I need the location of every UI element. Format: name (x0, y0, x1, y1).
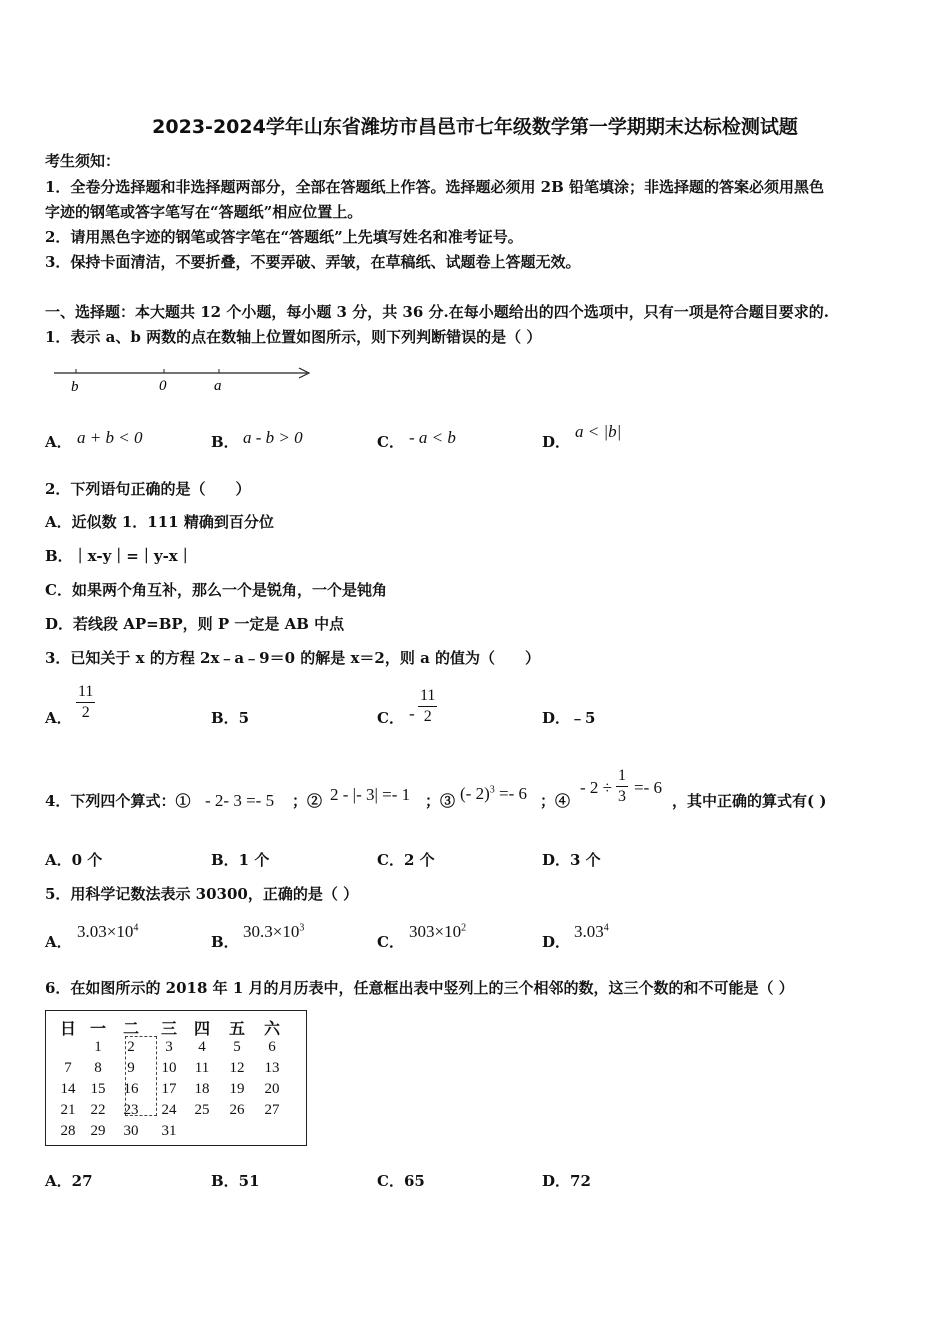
q6-option-a: A．27 (45, 1172, 93, 1190)
q3-a-numerator: 11 (76, 682, 95, 703)
calendar-header: 六 (263, 1019, 280, 1038)
calendar-header: 日 (59, 1019, 76, 1038)
calendar-day: 22 (90, 1102, 106, 1118)
q4-sep-3: ；③ (425, 792, 456, 810)
q5-a-exp: 4 (133, 922, 139, 934)
q4-sep-4: ；④ (540, 792, 571, 810)
q6-option-c: C．65 (377, 1172, 425, 1190)
q4-expr-3-exp: 3 (489, 784, 495, 796)
q4-expr-3 (460, 784, 527, 804)
calendar-day: 15 (90, 1081, 106, 1097)
q3-a-denominator: 2 (81, 704, 90, 721)
q5-option-a (77, 922, 138, 942)
calendar-day: 30 (123, 1123, 139, 1139)
q4-option-a: A．0 个 (45, 851, 103, 869)
q1-option-c-label: C． (377, 433, 404, 451)
q2-option-c: C．如果两个角互补，那么一个是锐角，一个是钝角 (45, 581, 387, 599)
label-a: a (214, 378, 222, 394)
calendar-day: 21 (60, 1102, 76, 1118)
q1-option-a-label: A． (45, 433, 72, 451)
calendar-day: 17 (161, 1081, 177, 1097)
q5-d-exp: 4 (603, 922, 609, 934)
q1-option-a: a + b < 0 (77, 428, 143, 447)
q3-option-a-fraction (76, 682, 95, 723)
q5-b-base: 30.3×10 (243, 922, 300, 941)
q4-sep-2: ；② (292, 792, 323, 810)
q1-option-b-label: B． (211, 433, 239, 451)
calendar-header: 三 (160, 1019, 177, 1038)
calendar-day: 25 (194, 1102, 210, 1118)
q1-option-b: a - b > 0 (243, 428, 303, 447)
q4-option-b: B．1 个 (211, 851, 270, 869)
q4-stem-start: 4．下列四个算式：① (45, 792, 191, 810)
q5-option-b-label: B． (211, 933, 239, 951)
q5-c-base: 303×10 (409, 922, 462, 941)
q3-option-a-label: A． (45, 709, 72, 727)
q4-option-d: D．3 个 (542, 851, 601, 869)
notice-line-3: 3．保持卡面清洁，不要折叠，不要弄破、弄皱，在草稿纸、试题卷上答题无效。 (45, 253, 581, 271)
q3-c-denominator: 2 (423, 708, 432, 725)
calendar-day: 10 (161, 1060, 177, 1076)
calendar-day: 13 (264, 1060, 280, 1076)
q1-option-c: - a < b (409, 428, 456, 447)
calendar-header: 五 (228, 1019, 245, 1038)
q5-option-c (409, 922, 466, 942)
q4-expr-4-post: =- 6 (634, 778, 662, 797)
q4-expr-3-rest: =- 6 (494, 784, 527, 803)
q4-expr-1: - 2- 3 =- 5 (205, 791, 275, 810)
calendar-day: 19 (229, 1081, 245, 1097)
calendar-day: 23 (123, 1102, 139, 1118)
calendar-day: 29 (90, 1123, 106, 1139)
q1-option-d-label: D． (542, 433, 571, 451)
notice-heading: 考生须知： (45, 152, 121, 170)
q5-option-d (574, 922, 609, 942)
notice-line-1b: 字迹的钢笔或答字笔写在“答题纸”相应位置上。 (45, 203, 363, 221)
calendar-day: 14 (60, 1081, 76, 1097)
q5-b-exp: 3 (299, 922, 305, 934)
q4-expr-4-fraction (616, 766, 628, 807)
calendar-day: 2 (127, 1039, 135, 1055)
calendar-table (45, 1010, 307, 1146)
q3-option-b: B．5 (211, 709, 250, 727)
calendar-day: 9 (127, 1060, 135, 1076)
q4-expr-4-denominator: 3 (618, 788, 626, 805)
q5-stem: 5．用科学记数法表示 30300，正确的是（ ） (45, 885, 359, 903)
q5-option-b (243, 922, 304, 942)
q2-option-b: B．｜x-y｜=｜y-x｜ (45, 547, 193, 565)
page-title: 2023-2024学年山东省潍坊市昌邑市七年级数学第一学期期末达标检测试题 (152, 116, 798, 138)
calendar-header: 四 (193, 1019, 210, 1038)
q1-option-d: a < |b| (575, 422, 622, 441)
calendar-day: 24 (161, 1102, 177, 1118)
calendar-day: 3 (165, 1039, 173, 1055)
q2-option-a: A．近似数 1．111 精确到百分位 (45, 513, 274, 531)
number-line-figure (52, 360, 317, 396)
calendar-day: 18 (194, 1081, 210, 1097)
q5-c-exp: 2 (461, 922, 467, 934)
q4-stem-end: ，其中正确的算式有( ) (672, 792, 827, 810)
calendar-day: 1 (94, 1039, 102, 1055)
q4-expr-2: 2 - |- 3| =- 1 (330, 785, 411, 804)
q3-stem: 3．已知关于 x 的方程 2x﹣a﹣9＝0 的解是 x＝2，则 a 的值为（ ） (45, 649, 541, 667)
q2-stem: 2．下列语句正确的是（ ） (45, 480, 251, 498)
calendar-header: 二 (122, 1019, 139, 1038)
calendar-day: 5 (233, 1039, 241, 1055)
q5-option-a-label: A． (45, 933, 72, 951)
q4-expr-4-numerator: 1 (616, 766, 628, 787)
calendar-day: 4 (198, 1039, 206, 1055)
calendar-day: 12 (229, 1060, 245, 1076)
calendar-day: 28 (60, 1123, 76, 1139)
q3-option-c-fraction (418, 686, 437, 727)
label-b: b (71, 379, 79, 395)
calendar-day: 6 (268, 1039, 276, 1055)
calendar-day: 26 (229, 1102, 245, 1118)
q2-option-d: D．若线段 AP=BP，则 P 一定是 AB 中点 (45, 615, 345, 633)
notice-line-1a: 1．全卷分选择题和非选择题两部分，全部在答题纸上作答。选择题必须用 2B 铅笔填涂；非选择题的答案必须用黑色 (45, 178, 825, 196)
calendar-day: 16 (123, 1081, 139, 1097)
q5-d-base: 3.03 (574, 922, 604, 941)
q4-option-c: C．2 个 (377, 851, 435, 869)
q3-option-c-sign: - (409, 704, 415, 723)
calendar-day: 8 (94, 1060, 102, 1076)
q5-option-d-label: D． (542, 933, 571, 951)
q1-stem: 1．表示 a、b 两数的点在数轴上位置如图所示，则下列判断错误的是（ ） (45, 328, 542, 346)
calendar-day: 11 (194, 1060, 210, 1076)
q4-expr-4-pre: - 2 ÷ (580, 778, 612, 797)
section-heading: 一、选择题：本大题共 12 个小题，每小题 3 分，共 36 分.在每小题给出的四个选项中，只有一项是符合题目要求的. (45, 303, 829, 321)
calendar-day: 20 (264, 1081, 280, 1097)
q5-option-c-label: C． (377, 933, 404, 951)
calendar-day: 7 (64, 1060, 72, 1076)
q4-expr-3-base: (- 2) (460, 784, 490, 803)
q5-a-base: 3.03×10 (77, 922, 134, 941)
q3-option-c-label: C． (377, 709, 404, 727)
calendar-day: 27 (264, 1102, 280, 1118)
q6-option-b: B．51 (211, 1172, 260, 1190)
q6-option-d: D．72 (542, 1172, 591, 1190)
q3-c-numerator: 11 (418, 686, 437, 707)
q3-option-d: D．﹣5 (542, 709, 596, 727)
calendar-header: 一 (89, 1019, 106, 1038)
calendar-day: 31 (161, 1123, 177, 1139)
notice-line-2: 2．请用黑色字迹的钢笔或答字笔在“答题纸”上先填写姓名和准考证号。 (45, 228, 523, 246)
q6-stem: 6．在如图所示的 2018 年 1 月的月历表中，任意框出表中竖列上的三个相邻的数，这三个数的和不可能是（ ） (45, 979, 794, 997)
label-0: 0 (159, 378, 167, 394)
